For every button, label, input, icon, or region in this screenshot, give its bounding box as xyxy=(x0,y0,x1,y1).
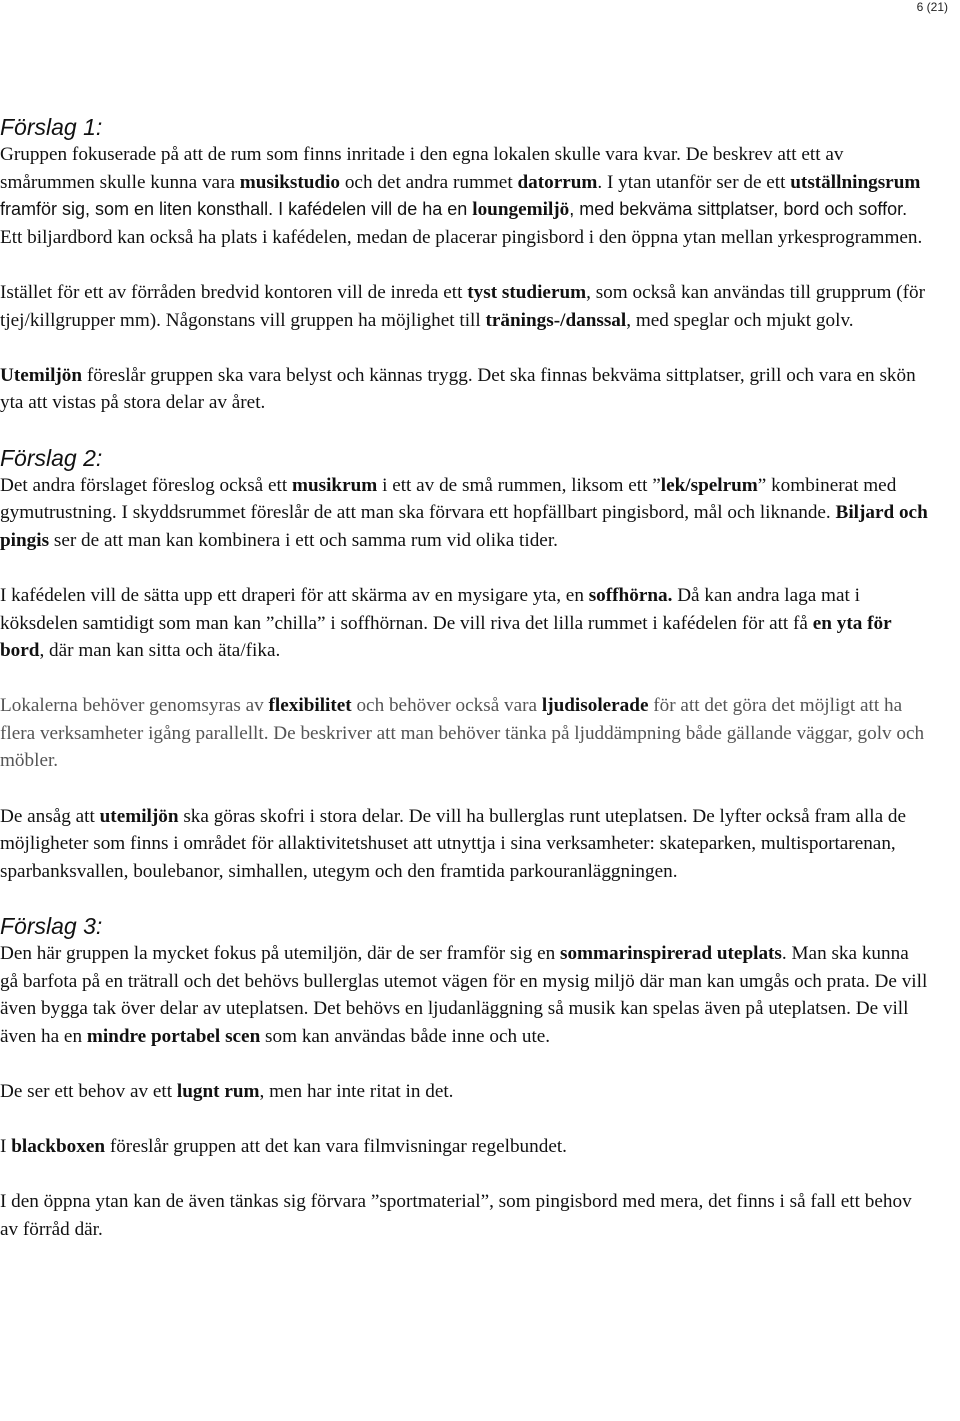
forslag-2-paragraph-2 xyxy=(0,582,928,665)
text-run: . Man ska kunna gå barfota på en trätrall och det behövs bullerglas utemot vägen för en mysig miljö där man kan umgås och prata. De vill även bygga tak över delar av uteplatsen. Det behövs en ljudanläggning så musik kan spelas även på uteplatsen. De vill även ha en xyxy=(0,943,928,1047)
forslag-3-paragraph-4 xyxy=(0,1188,928,1243)
forslag-2-section xyxy=(0,445,928,886)
forslag-3-paragraph-3 xyxy=(0,1133,928,1161)
bold-term: flexibilitet xyxy=(268,695,352,717)
forslag-2-paragraph-1 xyxy=(0,472,928,555)
bold-term: ljudisolerade xyxy=(541,695,649,717)
bold-term: lugnt rum xyxy=(176,1081,260,1102)
text-run: Det andra förslaget föreslog också ett xyxy=(0,474,292,496)
text-run: I xyxy=(0,1136,12,1158)
forslag-2-heading: Förslag 2: xyxy=(0,444,103,471)
text-run: De ser ett behov av ett xyxy=(0,1081,177,1102)
bold-term: datorrum xyxy=(517,171,598,193)
text-run: , men har inte ritat in det. xyxy=(259,1081,454,1102)
text-run: I kafédelen vill de sätta upp ett draperi för att skärma av en mysigare yta, en xyxy=(0,584,589,606)
text-run: . I ytan utanför ser de ett xyxy=(597,171,791,193)
text-run: för att det göra det möjligt att ha flera verksamheter igång parallellt. De beskriver att man behöver tänka på ljuddämpning både gällande väggar, golv och möbler. xyxy=(0,695,925,772)
bold-term: mindre portabel scen xyxy=(86,1025,261,1047)
bold-term: en yta för bord xyxy=(0,612,892,662)
text-run: föreslår gruppen ska vara belyst och kännas trygg. Det ska finnas bekväma sittplatser, grill och vara en skön yta att vistas på stora delar av året. xyxy=(0,364,916,414)
bold-term: utställningsrum xyxy=(790,171,921,193)
text-run: I den öppna ytan kan de även tänkas sig förvara ”sportmaterial”, som pingisbord med mera, det finns i så fall ett behov av förråd där. xyxy=(0,1191,912,1240)
text-run: Den här gruppen la mycket fokus på utemiljön, där de ser framför sig en xyxy=(0,943,560,965)
text-run: i ett av de små rummen, liksom ett ” xyxy=(377,474,661,496)
bold-term: musikrum xyxy=(291,474,378,496)
bold-term: Utemiljön xyxy=(0,364,83,386)
bold-term: musikstudio xyxy=(239,171,341,193)
forslag-3-heading: Förslag 3: xyxy=(0,913,103,940)
forslag-3-paragraph-2 xyxy=(0,1078,928,1106)
document-body xyxy=(0,114,928,1271)
text-run: ” kombinerat med gymutrustning. I skyddsrummet föreslår de att man ska förvara ett hopfällbart pingisbord, mål och liknande. xyxy=(0,474,897,524)
forslag-1-paragraph-2 xyxy=(0,279,928,334)
text-run: framför sig, som en liten konsthall. I kafédelen vill de ha en xyxy=(0,199,473,220)
forslag-1-paragraph-1 xyxy=(0,141,928,251)
text-run: och det andra rummet xyxy=(340,171,518,193)
forslag-1-paragraph-3 xyxy=(0,362,928,417)
text-run: föreslår gruppen att det kan vara filmvisningar regelbundet. xyxy=(105,1136,567,1158)
forslag-3-paragraph-1 xyxy=(0,940,928,1050)
bold-term: utemiljön xyxy=(99,805,179,827)
text-run: ska göras skofri i stora delar. De vill ha bullerglas runt uteplatsen. De lyfter också fram alla de möjligheter som finns i området för allaktivitetshuset att utnyttja i sina verksamheter: skateparken, multisportarenan, sparbanksvallen, boulebanor, simhallen, utegym och den framtida parkouranläggningen. xyxy=(0,805,907,882)
bold-term: sommarinspirerad uteplats xyxy=(560,943,782,965)
text-run: De ansåg att xyxy=(0,805,100,827)
text-run: , med speglar och mjukt golv. xyxy=(626,309,854,331)
bold-term: soffhörna. xyxy=(588,584,673,606)
text-run: Istället för ett av förråden bredvid kontoren vill de inreda ett xyxy=(0,281,468,303)
text-run: Lokalerna behöver genomsyras av xyxy=(0,695,269,717)
bold-term: tyst studierum xyxy=(467,281,587,303)
text-run: Gruppen fokuserade på att de rum som finns inritade i den egna lokalen skulle vara kvar. De beskrev att ett av smårummen skulle kunna vara xyxy=(0,144,844,193)
bold-term: blackboxen xyxy=(11,1136,106,1158)
forslag-1-section xyxy=(0,114,928,417)
text-run: som kan användas både inne och ute. xyxy=(260,1025,551,1047)
text-run: Då kan andra laga mat i köksdelen samtidigt som man kan ”chilla” i soffhörnan. De vill riva det lilla rummet i kafédelen för att få xyxy=(0,584,860,634)
forslag-1-heading: Förslag 1: xyxy=(0,114,103,140)
text-run: och behöver också vara xyxy=(351,695,542,717)
text-run: , som också kan användas till grupprum (för tjej/killgrupper mm). Någonstans vill gruppen ha möjlighet till xyxy=(0,281,926,331)
text-run: , med bekväma sittplatser, bord och soffor. xyxy=(569,199,908,220)
text-run: , där man kan sitta och äta/fika. xyxy=(39,640,281,662)
forslag-2-paragraph-3 xyxy=(0,692,928,775)
forslag-2-paragraph-4 xyxy=(0,803,928,886)
page-number: 6 (21) xyxy=(916,0,948,14)
bold-term: tränings-/danssal xyxy=(485,309,627,331)
bold-term: loungemiljö xyxy=(472,199,570,221)
text-run: ser de att man kan kombinera i ett och samma rum vid olika tider. xyxy=(49,529,558,551)
bold-term: lek/spelrum xyxy=(660,474,758,496)
forslag-3-section xyxy=(0,913,928,1244)
text-run: Ett biljardbord kan också ha plats i kafédelen, medan de placerar pingisbord i den öppna ytan mellan yrkesprogrammen. xyxy=(0,226,923,248)
bold-term: Biljard och pingis xyxy=(0,502,928,551)
